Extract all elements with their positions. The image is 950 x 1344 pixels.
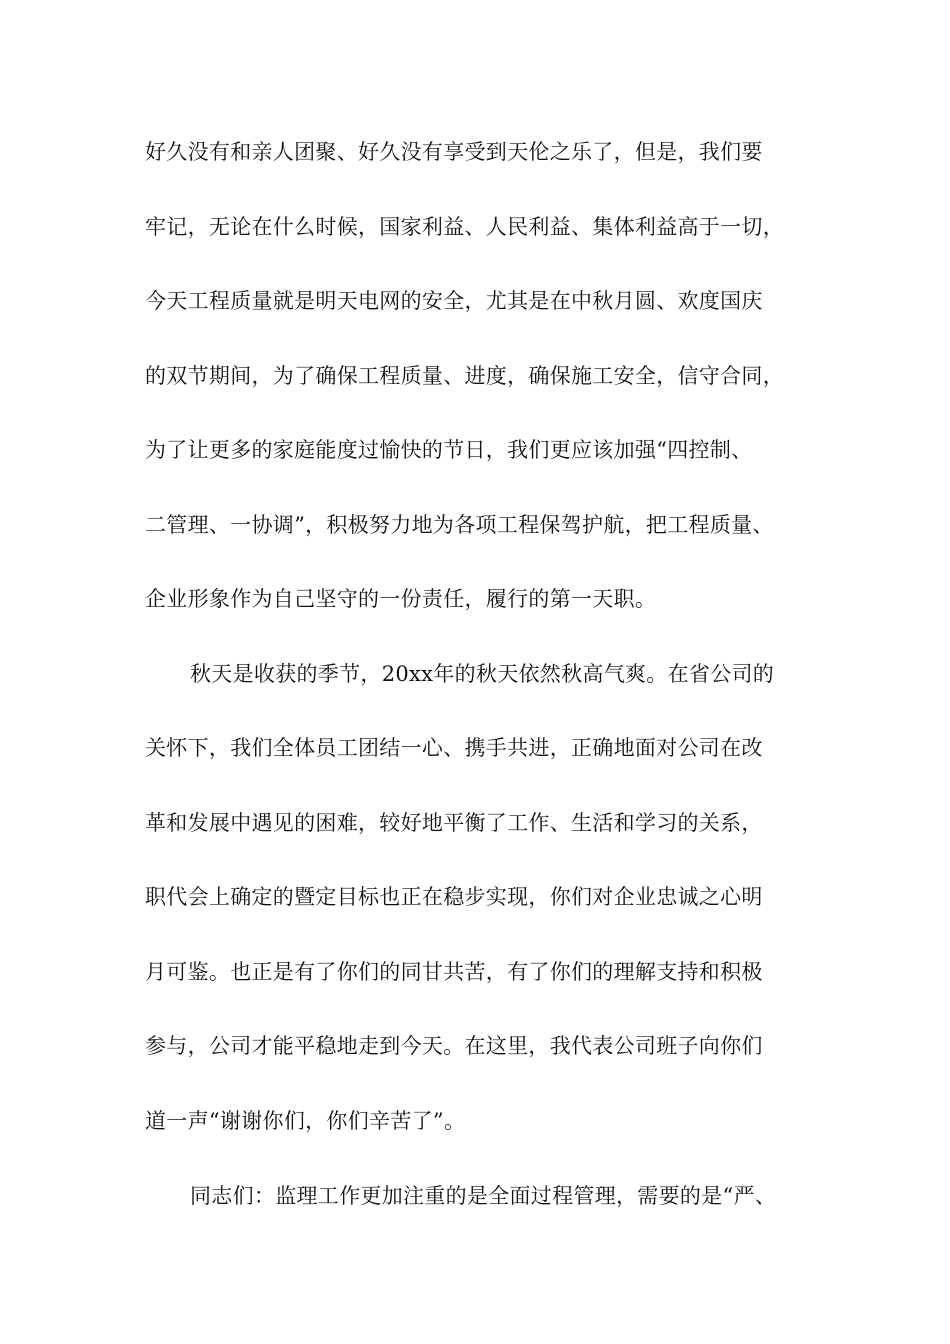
paragraph-first-line: 秋天是收获的季节，20xx年的秋天依然秋高气爽。在省公司的 [190,662,775,686]
text-line: 的双节期间，为了确保工程质量、进度，确保施工安全，信守合同， [145,364,784,388]
text-line: 道一声“谢谢你们，你们辛苦了”。 [145,1109,466,1133]
text-line: 牢记，无论在什么时候，国家利益、人民利益、集体利益高于一切， [145,215,784,239]
text-line: 职代会上确定的暨定目标也正在稳步实现，你们对企业忠诚之心明 [145,885,763,909]
text-line: 企业形象作为自己坚守的一份责任，履行的第一天职。 [145,587,657,611]
text-line: 关怀下，我们全体员工团结一心、携手共进，正确地面对公司在改 [145,736,763,760]
text-line: 参与，公司才能平稳地走到今天。在这里，我代表公司班子向你们 [145,1034,763,1058]
paragraph-first-line: 同志们：监理工作更加注重的是全面过程管理，需要的是“严、 [190,1184,777,1208]
text-line: 二管理、一协调”，积极努力地为各项工程保驾护航，把工程质量、 [145,513,774,537]
text-line: 月可鉴。也正是有了你们的同甘共苦，有了你们的理解支持和积极 [145,960,763,984]
text-line: 革和发展中遇见的困难，较好地平衡了工作、生活和学习的关系， [145,811,763,835]
text-line: 为了让更多的家庭能度过愉快的节日，我们更应该加强“四控制、 [145,438,753,462]
text-line: 好久没有和亲人团聚、好久没有享受到天伦之乐了，但是，我们要 [145,140,763,164]
text-line: 今天工程质量就是明天电网的安全，尤其是在中秋月圆、欢度国庆 [145,289,763,313]
